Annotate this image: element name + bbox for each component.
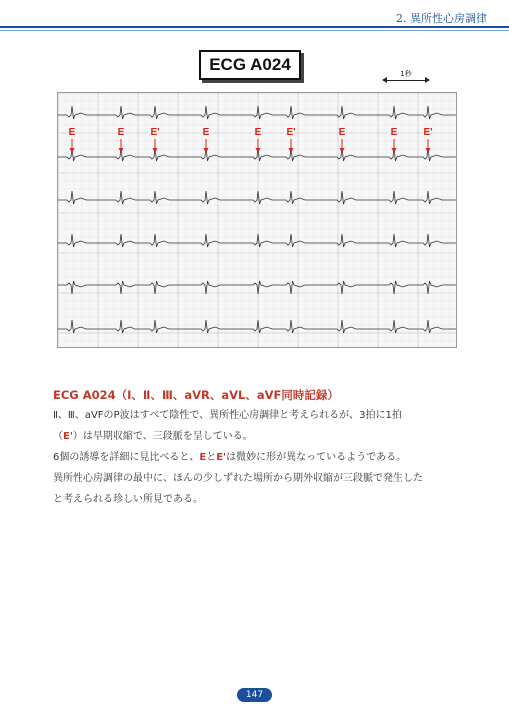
arrow-head-icon [153, 148, 158, 153]
beat-label: E [202, 127, 210, 138]
beat-label: E' [150, 127, 160, 138]
beat-label: E [390, 127, 398, 138]
caption-line-3: 6個の誘導を詳細に見比べると、EとE'は微妙に形が異なっているようである。 [53, 452, 407, 463]
beat-label: E [68, 127, 76, 138]
beat-label-premature-2: E' [216, 452, 227, 463]
beat-label: E' [286, 127, 296, 138]
time-scale-bar [382, 70, 430, 86]
caption-line-4: 異所性心房調律の最中に、ほんの少しずれた場所から期外収縮が三段脈で発生した [53, 473, 423, 484]
beat-label: E [254, 127, 262, 138]
beat-label: E' [423, 127, 433, 138]
beat-label-premature: E' [63, 431, 73, 442]
ecg-lead-trace [58, 320, 456, 333]
arrow-head-icon [119, 148, 124, 153]
caption-line-1: Ⅱ、Ⅲ、aVFのP波はすべて陰性で、異所性心房調律と考えられるが、3拍に1拍 [53, 410, 402, 421]
arrow-head-icon [392, 148, 397, 153]
section-header: 2. 異所性心房調律 [396, 12, 487, 25]
arrow-right-icon [425, 77, 430, 83]
caption-line-2: （E'）は早期収縮で、三段脈を呈している。 [53, 431, 253, 442]
page-number: 147 [237, 688, 272, 702]
arrow-head-icon [204, 148, 209, 153]
arrow-head-icon [70, 148, 75, 153]
time-scale-label: 1秒 [400, 70, 412, 78]
header-rule-thin [0, 30, 509, 31]
arrow-head-icon [289, 148, 294, 153]
arrow-head-icon [340, 148, 345, 153]
beat-label: E [338, 127, 346, 138]
ecg-strip [57, 92, 457, 348]
ecg-lead-trace [58, 281, 456, 294]
beat-label-ectopic: E [199, 452, 207, 463]
arrow-head-icon [426, 148, 431, 153]
caption-title: ECG A024（Ⅰ、Ⅱ、Ⅲ、aVR、aVL、aVF同時記録） [53, 388, 339, 402]
header-rule [0, 26, 509, 28]
arrow-head-icon [256, 148, 261, 153]
ecg-lead-trace [58, 191, 456, 204]
beat-label: E [117, 127, 125, 138]
caption-line-5: と考えられる珍しい所見である。 [53, 494, 203, 505]
ecg-tracing [58, 93, 456, 347]
figure-title: ECG A024 [199, 50, 301, 80]
